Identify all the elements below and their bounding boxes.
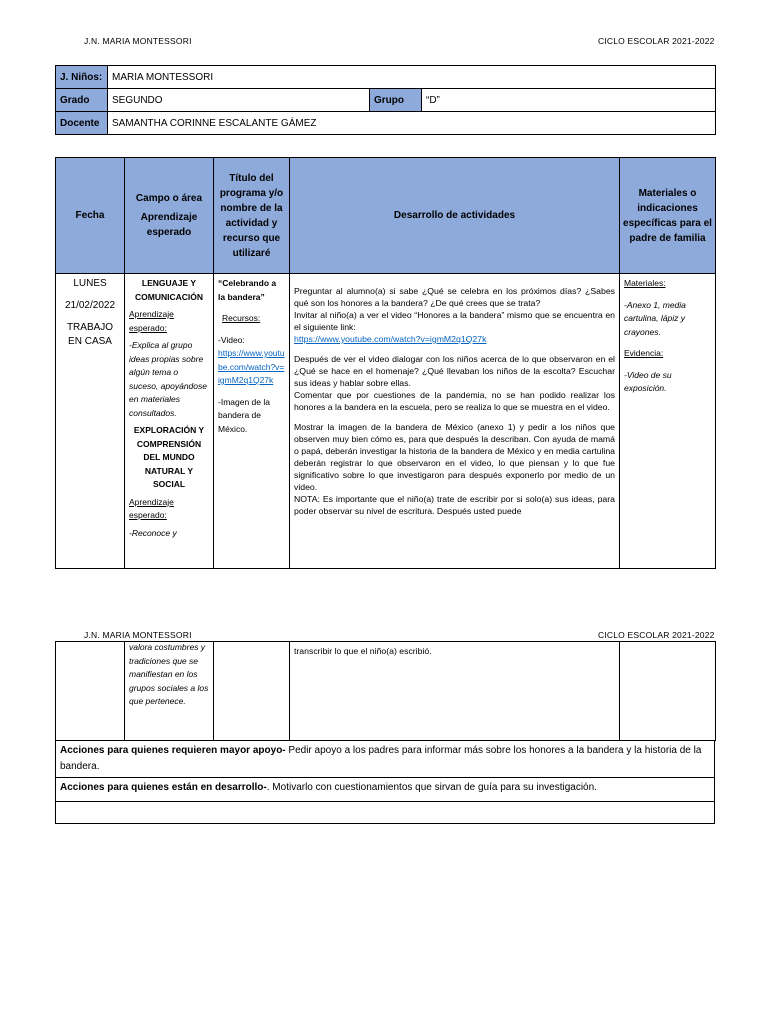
desarrollo-p3: Después de ver el video dialogar con los niños acerca de lo que observaron en el ¿Qué se hace en el homenaje? ¿Qué llevaban los niños de la escolta? Escuchar sus ideas y hablar sobre ellas. (294, 354, 615, 388)
fecha-day: LUNES (73, 278, 107, 289)
desarrollo-p2: Invitar al niño(a) a ver el video “Honores a la bandera” mismo que se encuentra en el siguiente link: (294, 310, 615, 332)
desarrollo-p6: NOTA: Es importante que el niño(a) trate de escribir por si solo(a) sus ideas, para poder observar su nivel de escritura. Después usted puede (294, 494, 615, 516)
aprendizaje-text-1: -Explica al grupo ideas propias sobre algún tema o suceso, apoyándose en materiales consultados. (129, 340, 207, 418)
docente-value: SAMANTHA CORINNE ESCALANTE GÁMEZ (108, 112, 716, 135)
en-desarrollo-text: . Motivarlo con cuestionamientos que sirvan de guía para su investigación. (266, 782, 597, 793)
campo-exploracion: EXPLORACIÓN Y COMPRENSIÓN DEL MUNDO NATURAL Y SOCIAL (133, 425, 205, 489)
desarrollo-p5: Mostrar la imagen de la bandera de México (anexo 1) y pedir a los niños que observen muy bien cómo es, para que después la describan. Con ayuda de mamá o papá, deberán investigar la historia de la bandera de México y en media cartulina deberán registrar lo que observaron en el video, lo que piensan y lo que fue significativo sobre lo que investigaron para después exponerlo por medio de un video. (294, 422, 615, 492)
cycle-header: CICLO ESCOLAR 2021-2022 (598, 36, 715, 46)
grado-label: Grado (56, 89, 108, 112)
header-materiales: Materiales o indicaciones específicas para el padre de familia (620, 158, 716, 274)
fecha-mode: TRABAJO EN CASA (66, 322, 114, 347)
titulo-cell (214, 274, 290, 569)
cont-fecha-cell (56, 642, 125, 741)
mayor-apoyo-cell (56, 741, 715, 778)
campo-lenguaje: LENGUAJE Y COMUNICACIÓN (135, 278, 203, 302)
desarrollo-cont: transcribir lo que el niño(a) escribió. (294, 646, 432, 656)
aprendizaje-text-2-cont: valora costumbres y tradiciones que se manifiestan en los grupos sociales a los que pertenece. (129, 642, 209, 706)
mayor-apoyo-text: Pedir apoyo a los padres para informar más sobre los honores a la bandera y la historia de la bandera. (60, 745, 702, 772)
materiales-text: -Anexo 1, media cartulina, lápiz y crayones. (624, 299, 686, 337)
header-titulo: Título del programa y/o nombre de la actividad y recurso que utilizaré (214, 158, 290, 274)
jn-value: MARIA MONTESSORI (108, 66, 716, 89)
video-link[interactable]: https://www.youtube.com/watch?v=igmM2q1Q27k (218, 348, 285, 385)
info-table (55, 65, 716, 135)
actions-table (55, 740, 715, 824)
evidencia-label: Evidencia: (624, 348, 664, 358)
aprendizaje-text-2: -Reconoce y (129, 527, 177, 538)
desarrollo-p1: Preguntar al alumno(a) si sabe ¿Qué se celebra en los próximos días? ¿Sabes qué son los honores a la bandera? ¿De qué crees que se trata? (294, 286, 615, 308)
aprendizaje-label-1: Aprendizaje esperado: (129, 309, 174, 333)
en-desarrollo-label: Acciones para quienes están en desarrollo- (60, 782, 267, 793)
header-fecha: Fecha (56, 158, 125, 274)
school-header-page2: J.N. MARIA MONTESSORI (84, 630, 192, 640)
en-desarrollo-cell (56, 778, 715, 802)
imagen-recurso: -Imagen de la bandera de México. (218, 396, 270, 434)
header-campo (125, 158, 214, 274)
planning-table (55, 157, 716, 569)
evidencia-text: -Video de su exposición. (624, 369, 672, 393)
fecha-date: 21/02/2022 (64, 300, 116, 311)
header-aprendizaje-text: Aprendizaje esperado (140, 212, 198, 238)
desarrollo-cell (290, 274, 620, 569)
continuation-table (55, 641, 716, 741)
empty-action-cell (56, 802, 715, 824)
cont-titulo-cell (214, 642, 290, 741)
grupo-label: Grupo (370, 89, 422, 112)
desarrollo-link[interactable]: https://www.youtube.com/watch?v=igmM2q1Q27k (294, 334, 487, 344)
recursos-label: Recursos: (222, 313, 261, 323)
docente-label: Docente (56, 112, 108, 135)
mayor-apoyo-label: Acciones para quienes requieren mayor apoyo- (60, 745, 286, 756)
cont-desarrollo-cell (290, 642, 620, 741)
jn-label: J. Niños: (56, 66, 108, 89)
titulo-actividad: “Celebrando a la bandera” (218, 278, 277, 302)
school-header: J.N. MARIA MONTESSORI (84, 36, 192, 46)
grupo-value: “D” (422, 89, 716, 112)
materiales-cell (620, 274, 716, 569)
fecha-cell (56, 274, 125, 569)
campo-cell (125, 274, 214, 569)
grado-value: SEGUNDO (108, 89, 370, 112)
cycle-header-page2: CICLO ESCOLAR 2021-2022 (598, 630, 715, 640)
header-desarrollo: Desarrollo de actividades (290, 158, 620, 274)
video-label: -Video: (218, 334, 245, 345)
header-campo-text: Campo o área (135, 193, 203, 204)
aprendizaje-label-2: Aprendizaje esperado: (129, 496, 174, 520)
cont-materiales-cell (620, 642, 716, 741)
cont-campo-cell (125, 642, 214, 741)
desarrollo-p4: Comentar que por cuestiones de la pandemia, no se han podido realizar los honores a la bandera en la escuela, pero se realiza lo que se muestra en el video. (294, 390, 615, 412)
materiales-label: Materiales: (624, 278, 666, 288)
